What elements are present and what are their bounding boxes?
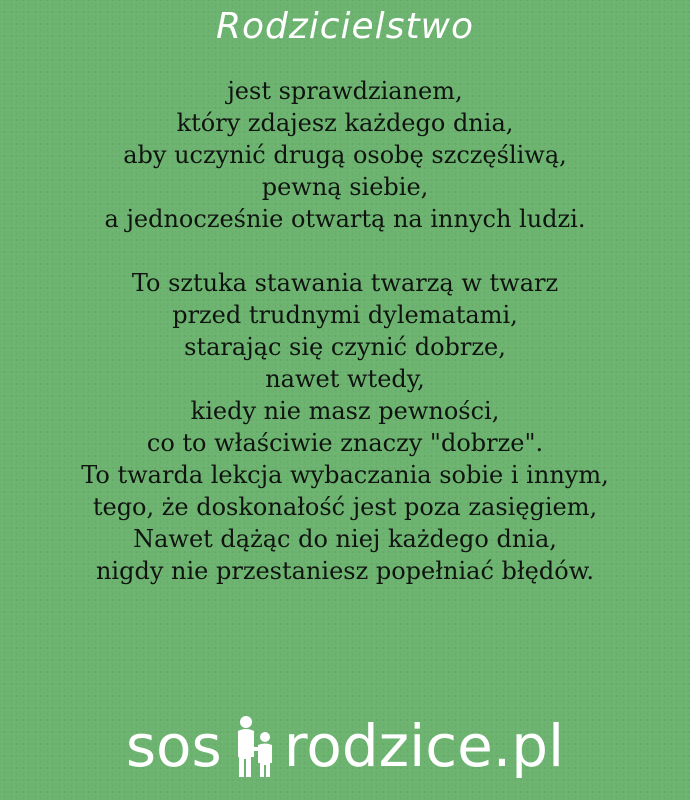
poem-line: a jednocześnie otwartą na innych ludzi.	[104, 205, 586, 233]
poem-line: jest sprawdzianem,	[227, 77, 463, 105]
poem-line: aby uczynić drugą osobę szczęśliwą,	[123, 141, 567, 169]
stanza-break	[0, 235, 690, 267]
poem-body	[0, 75, 690, 587]
poem-line: pewną siebie,	[261, 173, 429, 201]
poem-line: co to właściwie znaczy "dobrze".	[146, 429, 544, 457]
parent-child-icon	[232, 713, 276, 779]
poem-line: tego, że doskonałość jest poza zasięgiem,	[92, 493, 598, 521]
poem-line: kiedy nie masz pewności,	[190, 397, 500, 425]
poem-line: starając się czynić dobrze,	[184, 333, 506, 361]
logo-text-right: rodzice.pl	[283, 712, 565, 780]
poem-line: To twarda lekcja wybaczania sobie i innym,	[81, 461, 609, 489]
poem-line: nigdy nie przestaniesz popełniać błędów.	[95, 557, 595, 585]
poem-line: przed trudnymi dylematami,	[172, 301, 518, 329]
poem-line: Nawet dążąc do niej każdego dnia,	[133, 525, 557, 553]
poem-line: To sztuka stawania twarzą w twarz	[131, 269, 559, 297]
poem-line: który zdajesz każdego dnia,	[176, 109, 514, 137]
poem-line: nawet wtedy,	[265, 365, 425, 393]
poem-title: Rodzicielstwo	[215, 6, 475, 47]
site-logo	[0, 706, 690, 786]
logo-text-left: sos	[125, 712, 222, 780]
